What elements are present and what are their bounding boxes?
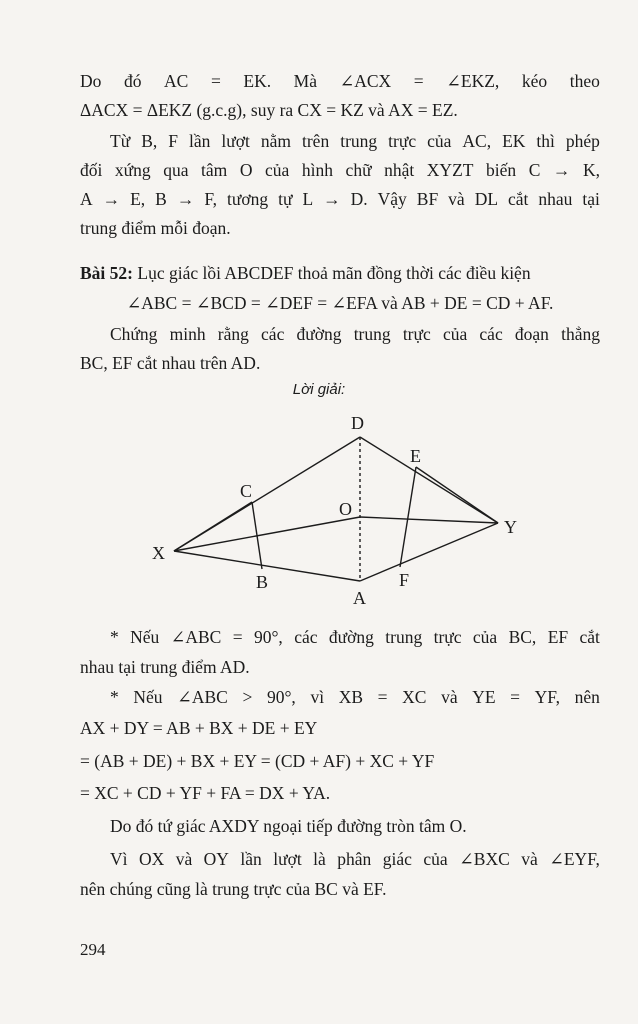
solution-caption: Lời giải: [292, 381, 346, 398]
word: của [265, 160, 290, 180]
word: = [377, 687, 388, 707]
word: chữ [345, 160, 372, 180]
page-number: 294 [80, 940, 106, 959]
word: ∠ACX [339, 71, 392, 91]
word: EK. [243, 71, 272, 91]
word: XYZT [426, 160, 474, 180]
word: EK [502, 131, 526, 151]
problem-text: Lục giác lồi ABCDEF thoả mãn đồng thời các điều kiện [133, 263, 531, 283]
problem-title: Bài 52: [80, 263, 133, 283]
word: giác [382, 849, 412, 869]
word: theo [569, 71, 600, 91]
word: và [175, 849, 193, 869]
word: = [510, 687, 521, 707]
word: * [110, 627, 119, 647]
word: Từ [110, 131, 131, 151]
text-line [80, 188, 600, 210]
word: nằm [260, 131, 291, 151]
word: Chứng [110, 324, 158, 344]
label-Y: Y [504, 517, 517, 537]
word: E, [130, 189, 146, 209]
label-B: B [256, 572, 269, 592]
text-line: nhau tại trung điểm AD. [80, 657, 250, 677]
word: C [528, 160, 541, 180]
word: của [427, 131, 452, 151]
word: biến [486, 160, 517, 180]
word: B [155, 189, 167, 209]
word: thẳng [561, 324, 600, 344]
word: ∠EYF, [549, 849, 600, 869]
word: trực [402, 324, 431, 344]
word: ∠ABC [177, 687, 228, 707]
word: BF [416, 189, 439, 209]
word: các [479, 324, 503, 344]
word: → [552, 160, 571, 180]
word: 90°, [266, 687, 296, 707]
word: minh [169, 324, 206, 344]
word: các [294, 627, 318, 647]
text-line: ΔACX = ΔEKZ (g.c.g), suy ra CX = KZ và AX = EZ. [80, 100, 458, 120]
word: XB [338, 687, 363, 707]
word: Nếu [133, 687, 163, 707]
word: → [176, 189, 195, 209]
word: L [302, 189, 314, 209]
word: của [442, 324, 468, 344]
word: K, [582, 160, 600, 180]
word: BC, [508, 627, 537, 647]
text-line [110, 848, 600, 870]
word: của [423, 849, 448, 869]
word: phân [337, 849, 372, 869]
word: cắt [508, 189, 529, 209]
word: A [80, 189, 93, 209]
word: OY [203, 849, 229, 869]
word: nhật [384, 160, 415, 180]
word: trực [433, 627, 462, 647]
word: EF [547, 627, 569, 647]
word: các [261, 324, 285, 344]
word: qua [163, 160, 189, 180]
text-line [80, 70, 600, 92]
word: và [521, 849, 538, 869]
label-C: C [240, 481, 253, 501]
word: 90°, [253, 627, 283, 647]
word: phép [565, 131, 600, 151]
word: tâm [201, 160, 228, 180]
word: → [102, 189, 121, 209]
segment-DY [360, 437, 498, 523]
word: đó [123, 71, 142, 91]
word: lần [240, 849, 262, 869]
label-F: F [399, 570, 410, 590]
word: ∠ABC [170, 627, 222, 647]
word: kéo [521, 71, 548, 91]
word: đường [296, 324, 342, 344]
word: thì [536, 131, 555, 151]
word: XC [402, 687, 427, 707]
label-X: X [152, 543, 165, 563]
label-O: O [339, 499, 352, 519]
word: lần [188, 131, 211, 151]
word: ∠BXC [459, 849, 510, 869]
word: OX [138, 849, 165, 869]
word: * [110, 687, 119, 707]
text-line: trung điểm mỗi đoạn. [80, 218, 231, 238]
word: và [441, 687, 458, 707]
text-line [110, 323, 600, 345]
text-line [110, 626, 600, 648]
word: đường [328, 627, 374, 647]
word: Do [80, 71, 102, 91]
word: = [232, 627, 243, 647]
word: F, [204, 189, 218, 209]
text-line: BC, EF cắt nhau trên AD. [80, 353, 261, 373]
segment-EF [400, 467, 416, 567]
text-line [80, 159, 600, 181]
label-D: D [351, 413, 364, 433]
word: Vì [110, 849, 128, 869]
word: D. [350, 189, 368, 209]
equation-line: AX + DY = AB + BX + DE + EY [80, 718, 318, 738]
word: của [472, 627, 498, 647]
word: O [239, 160, 253, 180]
word: tự [278, 189, 293, 209]
word: trung [385, 627, 423, 647]
word: vì [310, 687, 325, 707]
word: là [313, 849, 326, 869]
word: Nếu [130, 627, 160, 647]
word: = [413, 71, 424, 91]
word: → [323, 189, 341, 209]
word: cắt [579, 627, 600, 647]
word: B, [141, 131, 158, 151]
word: đoạn [514, 324, 549, 344]
word: đối [80, 160, 103, 180]
word: trung [340, 131, 378, 151]
word: Mà [293, 71, 317, 91]
problem-conditions: ∠ABC = ∠BCD = ∠DEF = ∠EFA và AB + DE = CD + AF. [126, 293, 554, 313]
word: hình [301, 160, 333, 180]
equation-line: = XC + CD + YF + FA = DX + YA. [80, 783, 331, 803]
equation-line: = (AB + DE) + BX + EY = (CD + AF) + XC + YF [80, 751, 435, 771]
word: AC [164, 71, 189, 91]
word: lượt [221, 131, 250, 151]
word: ∠EKZ, [446, 71, 500, 91]
word: trung [353, 324, 391, 344]
text-line: Do đó tứ giác AXDY ngoại tiếp đường tròn tâm O. [110, 816, 467, 836]
word: F [168, 131, 178, 151]
word: YE [472, 687, 496, 707]
word: DL [474, 189, 499, 209]
word: và [448, 189, 465, 209]
word: YF, [534, 687, 561, 707]
word: > [242, 687, 253, 707]
word: xứng [114, 160, 151, 180]
label-E: E [410, 446, 421, 466]
word: trên [301, 131, 330, 151]
word: AC, [462, 131, 492, 151]
word: Vậy [377, 189, 407, 209]
word: tương [227, 189, 269, 209]
word: lượt [273, 849, 302, 869]
segment-AY [360, 523, 498, 581]
label-A: A [353, 588, 366, 605]
word: trực [388, 131, 417, 151]
text-line [110, 130, 600, 152]
problem-line [80, 262, 600, 284]
segment-OY [360, 517, 498, 523]
word: = [210, 71, 221, 91]
text-line [110, 686, 600, 708]
geometry-figure [0, 405, 638, 605]
word: nhau [538, 189, 573, 209]
word: nên [574, 687, 600, 707]
text-line: nên chúng cũng là trung trực của BC và EF. [80, 879, 387, 899]
word: tại [582, 189, 600, 209]
segment-EY [416, 467, 498, 523]
word: rằng [217, 324, 249, 344]
